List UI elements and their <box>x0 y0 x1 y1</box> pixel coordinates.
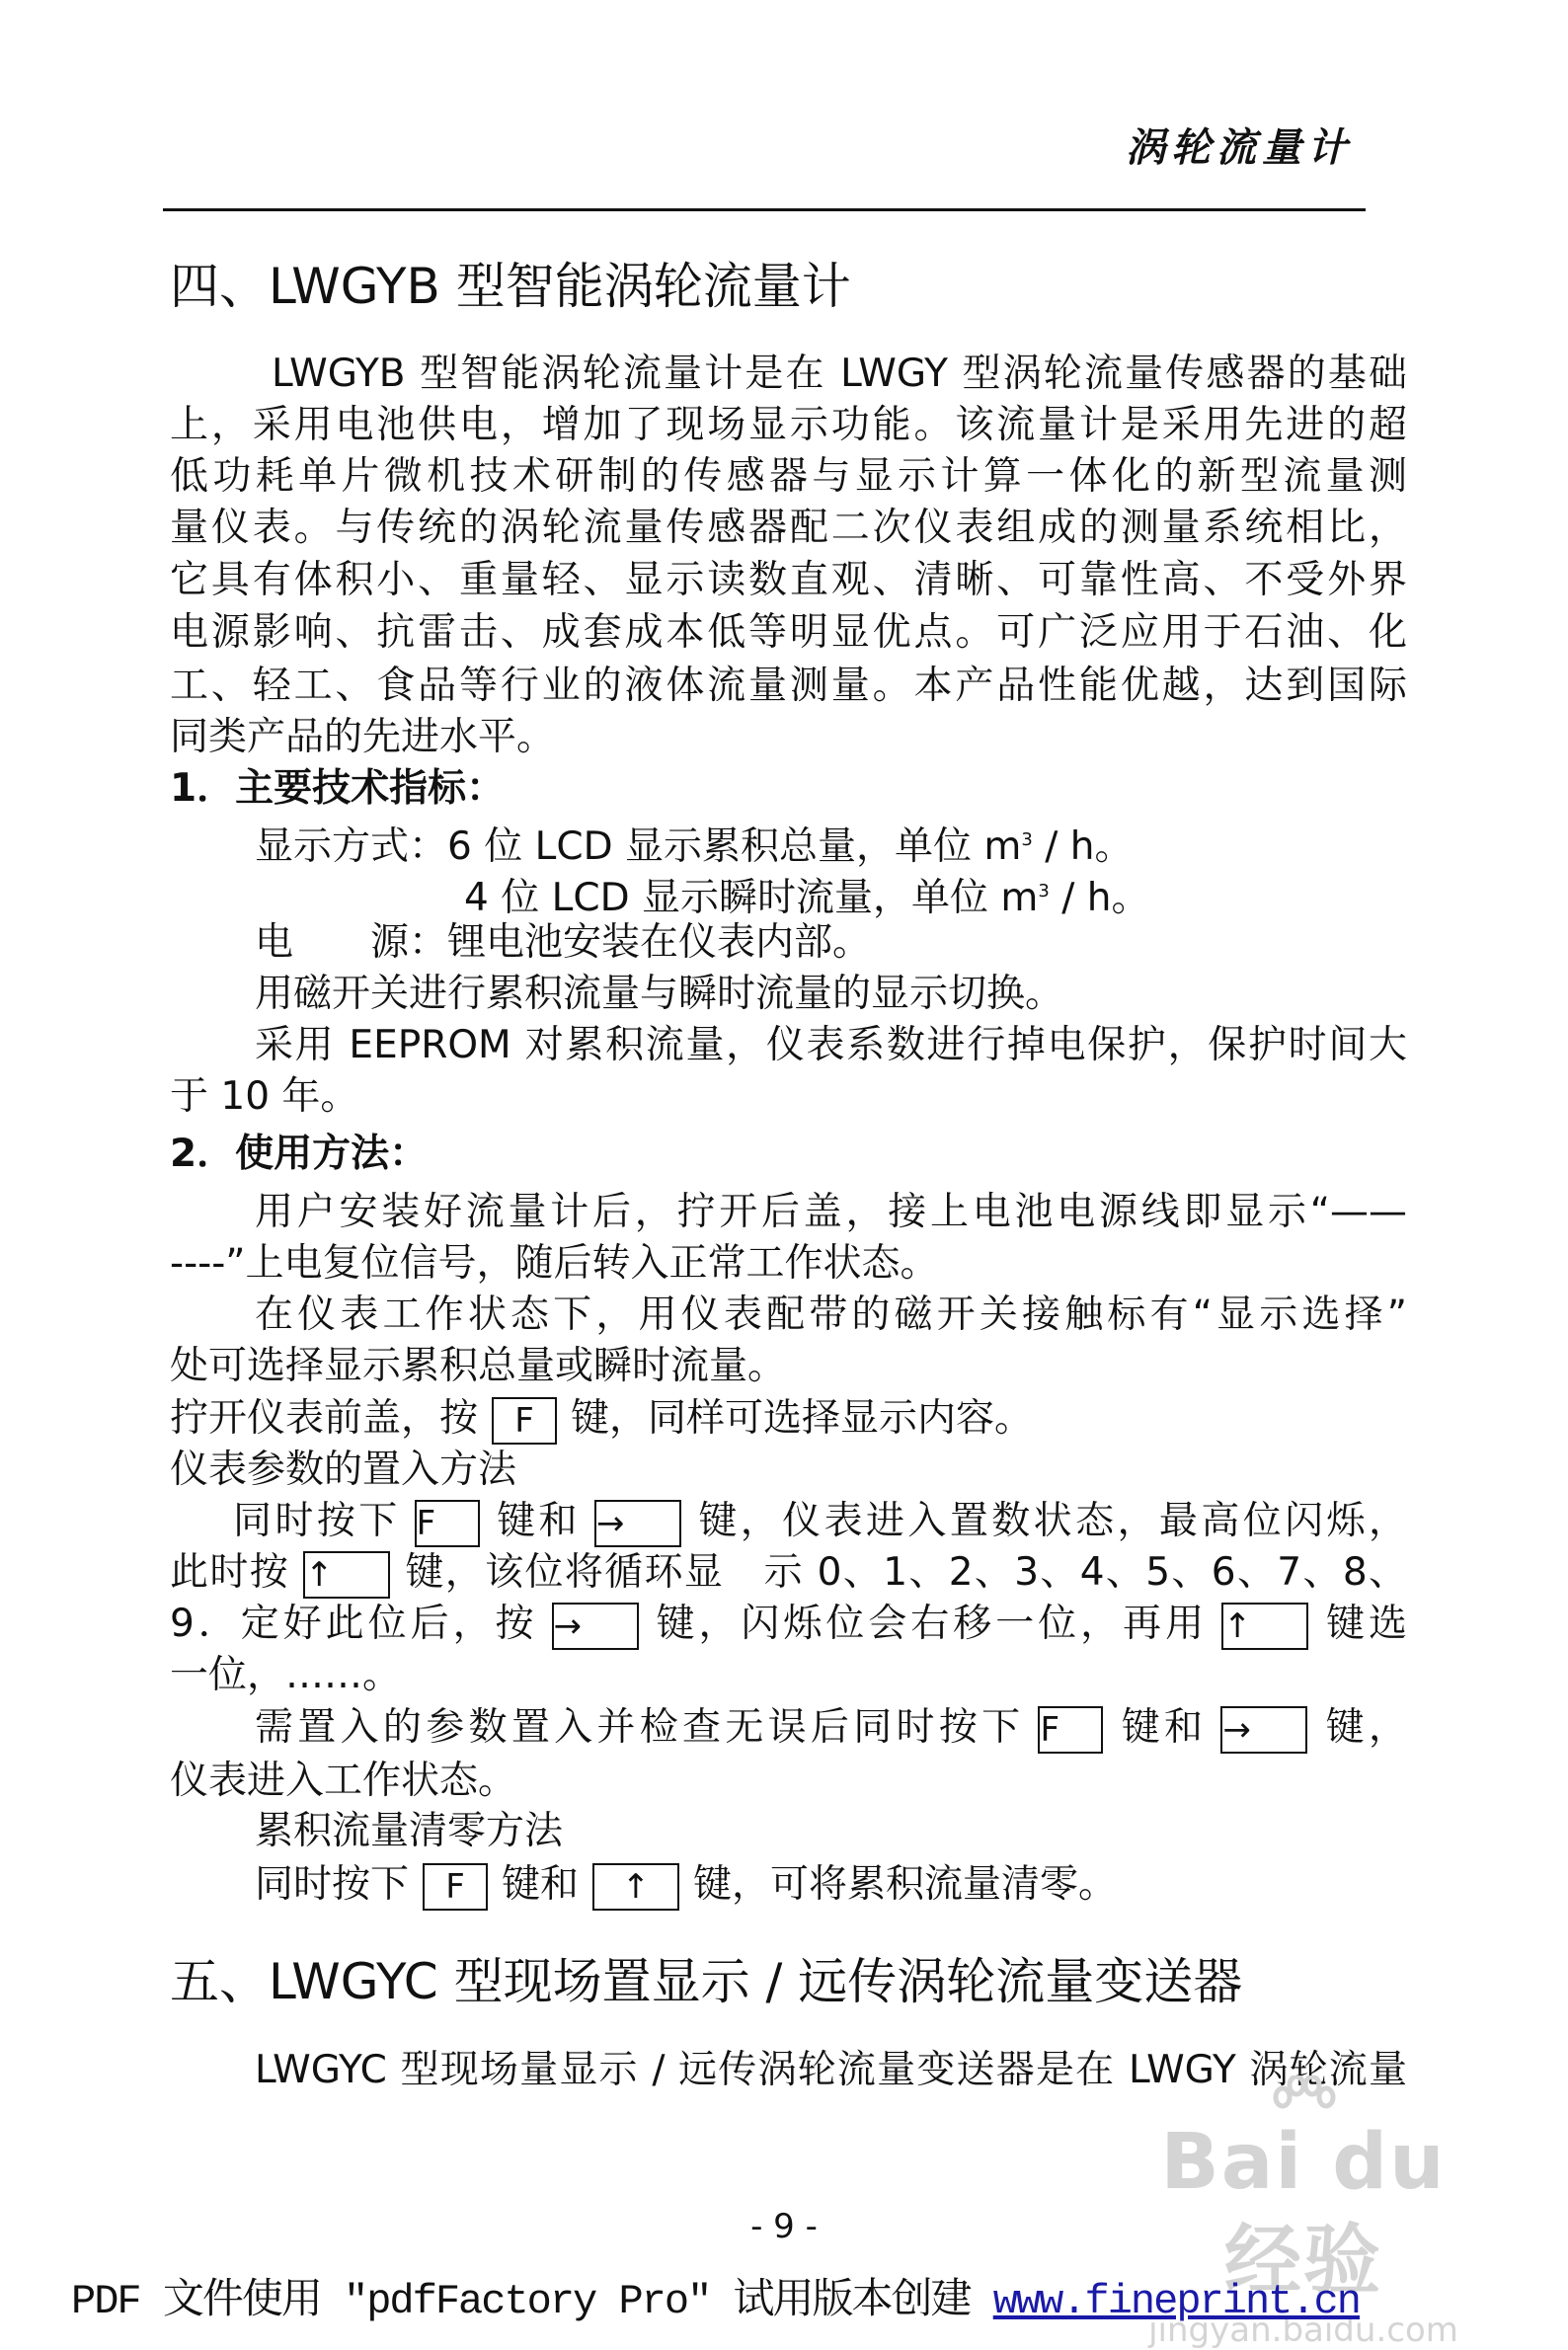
key-right-arrow-icon: → <box>1220 1706 1307 1754</box>
text-run: 同时按下 <box>233 1499 401 1543</box>
text-run: ----”上电复位信号，随后转入正常工作状态。 <box>170 1241 939 1286</box>
text-run: 一位，……。 <box>170 1653 402 1697</box>
text-run: 显示方式：6 位 LCD 显示累积总量，单位 m <box>255 824 1022 869</box>
text-run: 仪表进入工作状态。 <box>170 1759 517 1803</box>
text-run: 拧开仪表前盖，按 <box>170 1396 479 1441</box>
section-4-line <box>170 1650 401 1701</box>
text-run: / h。 <box>1032 824 1134 869</box>
text-run: 同时按下 <box>255 1862 410 1907</box>
text-run: 低功耗单片微机技术研制的传感器与显示计算一体化的新型流量测 <box>170 454 1407 499</box>
superscript: 3 <box>1038 881 1050 901</box>
section-4-line <box>272 349 1407 400</box>
section-4-line <box>170 1071 358 1123</box>
paw-icon <box>1269 2076 1338 2135</box>
section-4-line <box>255 969 1063 1020</box>
key-f-icon: F <box>423 1863 488 1911</box>
text-run: / h。 <box>1049 876 1150 920</box>
text-run: 于 10 年。 <box>170 1074 359 1119</box>
text-run: 1．主要技术指标： <box>170 766 506 811</box>
text-run: 键，可将累积流量清零。 <box>693 1862 1118 1907</box>
text-run: 键选 <box>1322 1602 1407 1646</box>
text-run: 键，闪烁位会右移一位，再用 <box>652 1602 1209 1646</box>
text-run: 工、轻工、食品等行业的液体流量测量。本产品性能优越，达到国际 <box>170 664 1407 708</box>
text-run: 电源影响、抗雷击、成套成本低等明显优点。可广泛应用于石油、化 <box>170 610 1407 655</box>
text-run: LWGYB 型智能涡轮流量计是在 LWGY 型涡轮流量传感器的基础 <box>272 352 1407 396</box>
text-run: 9．定好此位后，按 <box>170 1602 538 1646</box>
key-right-arrow-icon: → <box>594 1500 681 1547</box>
section-4-line <box>170 1393 1033 1445</box>
section-4-line <box>170 1238 939 1290</box>
section-4-line <box>170 712 555 763</box>
section-4-line <box>255 1290 1407 1341</box>
text-run: 它具有体积小、重量轻、显示读数直观、清晰、可靠性高、不受外界 <box>170 558 1407 602</box>
section-4-line <box>255 1020 1407 1071</box>
footer-text: PDF 文件使用 "pdfFactory Pro" 试用版本创建 <box>71 2278 993 2325</box>
text-run: 采用 EEPROM 对累积流量，仪表系数进行掉电保护，保护时间大 <box>255 1023 1407 1067</box>
section-4-line <box>170 763 505 815</box>
key-up-arrow-icon: ↑ <box>303 1551 390 1599</box>
text-run: 键，仪表进入置数状态，最高位闪烁， <box>694 1499 1407 1543</box>
section-4-line <box>255 1187 1407 1238</box>
section-4-line <box>464 866 1150 920</box>
section-4-heading: 四、LWGYB 型智能涡轮流量计 <box>170 258 851 315</box>
key-right-arrow-icon: → <box>552 1603 639 1650</box>
running-header-title: 涡轮流量计 <box>1126 125 1353 171</box>
section-4-line <box>170 1129 428 1180</box>
section-4-line <box>170 1756 516 1807</box>
section-4-line <box>170 400 1407 451</box>
pdf-footer <box>71 2277 1360 2326</box>
text-run: 量仪表。与传统的涡轮流量传感器配二次仪表组成的测量系统相比， <box>170 506 1407 550</box>
section-4-line <box>170 555 1407 606</box>
section-4-line <box>170 661 1407 712</box>
section-4-line <box>170 1445 516 1496</box>
text-run: 累积流量清零方法 <box>255 1809 564 1853</box>
text-run: 上，采用电池供电，增加了现场显示功能。该流量计是采用先进的超 <box>170 403 1407 447</box>
section-4-line <box>255 1806 563 1857</box>
text-run: 用户安装好流量计后，拧开后盖，接上电池电源线即显示“—— <box>255 1190 1407 1234</box>
text-run: 电 源：锂电池安装在仪表内部。 <box>255 920 872 965</box>
key-f-icon: F <box>1038 1706 1103 1754</box>
key-up-arrow-icon: ↑ <box>1221 1603 1308 1650</box>
watermark-logo: Bai du 经验 <box>1160 2118 1447 2306</box>
text-run: 用磁开关进行累积流量与瞬时流量的显示切换。 <box>255 972 1064 1016</box>
page-number: - 9 - <box>750 2207 818 2246</box>
text-run: 键和 <box>1117 1705 1208 1750</box>
section-4-line <box>170 503 1407 554</box>
section-4-line <box>255 917 871 969</box>
superscript: 3 <box>1021 829 1033 850</box>
section-4-line <box>170 451 1407 503</box>
section-4-line <box>255 1859 1117 1911</box>
text-run: 键和 <box>502 1862 580 1907</box>
section-4-line <box>170 607 1407 659</box>
watermark-url: jingyan.baidu.com <box>1148 2311 1458 2350</box>
text-run: 此时按 <box>170 1550 290 1595</box>
text-run: 4 位 LCD 显示瞬时流量，单位 m <box>464 876 1039 920</box>
text-run: LWGYC 型现场量显示 / 远传涡轮流量变送器是在 LWGY 涡轮流量 <box>255 2048 1407 2092</box>
text-run: 键和 <box>493 1499 581 1543</box>
text-run: 键， <box>1321 1705 1407 1750</box>
key-up-arrow-icon: ↑ <box>592 1863 679 1911</box>
header-rule <box>163 208 1366 211</box>
section-4-line <box>170 1341 786 1392</box>
text-run: 需置入的参数置入并检查无误后同时按下 <box>255 1705 1025 1750</box>
section-4-line <box>255 815 1134 869</box>
key-f-icon: F <box>492 1397 557 1445</box>
key-f-icon: F <box>415 1500 480 1547</box>
text-run: 键，该位将循环显 示 0、1、2、3、4、5、6、7、8、 <box>404 1550 1407 1595</box>
text-run: 同类产品的先进水平。 <box>170 715 556 759</box>
section-4-line <box>233 1496 1407 1547</box>
section-4-line <box>255 1702 1407 1754</box>
text-run: 2．使用方法： <box>170 1132 429 1176</box>
text-run: 处可选择显示累积总量或瞬时流量。 <box>170 1344 787 1388</box>
text-run: 键，同样可选择显示内容。 <box>571 1396 1034 1441</box>
fineprint-link[interactable]: www.fineprint.cn <box>992 2278 1360 2325</box>
text-run: 在仪表工作状态下，用仪表配带的磁开关接触标有“显示选择” <box>255 1292 1407 1337</box>
text-run: 仪表参数的置入方法 <box>170 1448 517 1492</box>
section-4-line <box>170 1547 1407 1599</box>
section-5-heading: 五、LWGYC 型现场置显示 / 远传涡轮流量变送器 <box>170 1953 1243 2010</box>
section-4-line <box>170 1599 1407 1650</box>
